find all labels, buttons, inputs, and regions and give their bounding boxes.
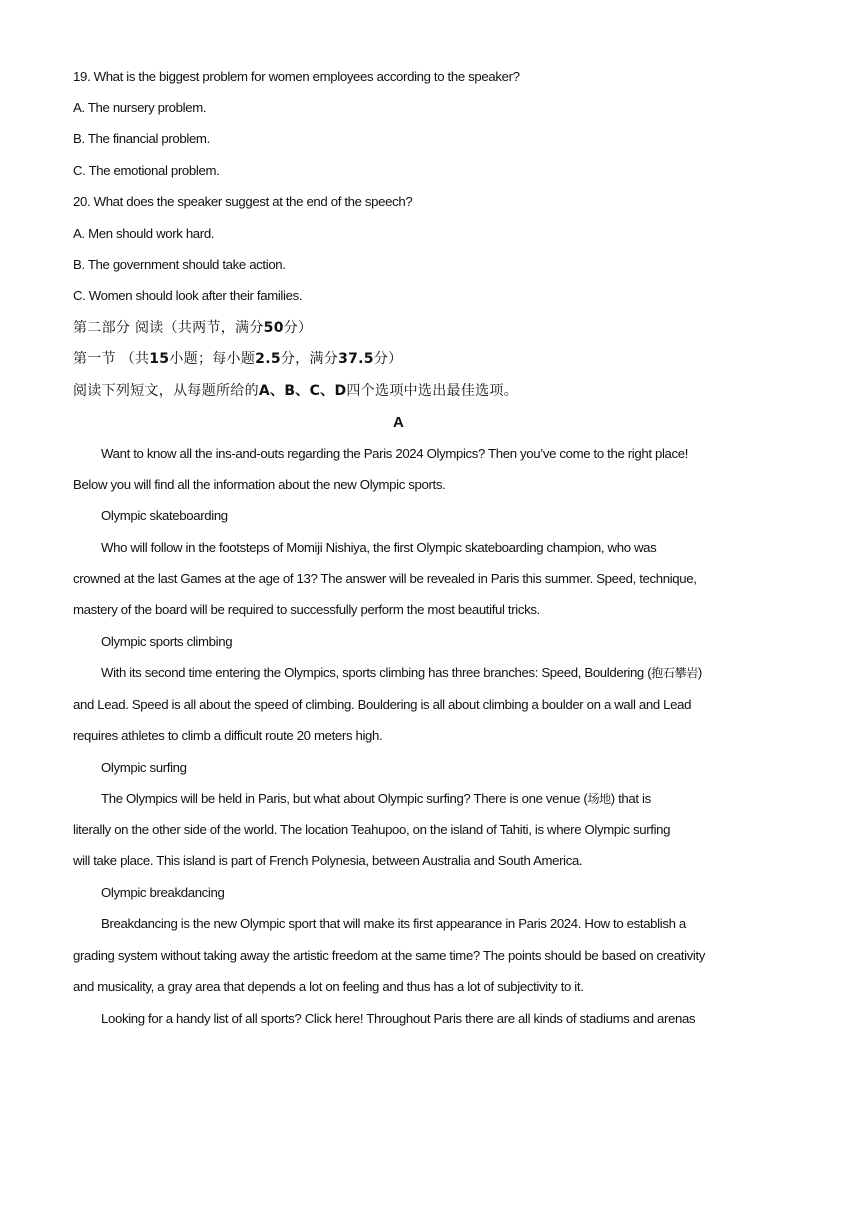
q20-option-a: A. Men should work hard. [73,226,215,241]
q19-option-c: C. The emotional problem. [73,163,220,178]
climbing-line-3: requires athletes to climb a difficult route 20 meters high. [73,728,383,743]
question-20: 20. What does the speaker suggest at the end of the speech? [73,194,413,209]
surfing-line-3: will take place. This island is part of French Polynesia, between Australia and South America. [73,853,583,868]
intro-line-2: Below you will find all the information about the new Olympic sports. [73,477,446,492]
skateboarding-line-3: mastery of the board will be required to successfully perform the most beautiful tricks. [73,602,540,617]
breakdancing-line-1: Breakdancing is the new Olympic sport that will make its first appearance in Paris 2024. How to establish a [101,916,686,931]
part-two-heading: 第二部分 阅读（共两节，满分50分） [73,320,313,336]
climbing-line-2: and Lead. Speed is all about the speed of climbing. Bouldering is all about climbing a boulder on a wall and Lead [73,697,692,712]
q19-option-a: A. The nursery problem. [73,100,207,115]
breakdancing-line-2: grading system without taking away the artistic freedom at the same time? The points should be based on creativity [73,948,706,963]
intro-line-1: Want to know all the ins-and-outs regarding the Paris 2024 Olympics? Then you’ve come to the right place! [101,446,689,461]
skateboarding-line-2: crowned at the last Games at the age of 13? The answer will be revealed in Paris this summer. Speed, technique, [73,571,697,586]
climbing-title: Olympic sports climbing [101,634,233,649]
closing-line-1: Looking for a handy list of all sports? Click here! Throughout Paris there are all kinds of stadiums and arenas [101,1011,696,1026]
q20-option-c: C. Women should look after their families. [73,288,303,303]
skateboarding-title: Olympic skateboarding [101,508,228,523]
breakdancing-line-3: and musicality, a gray area that depends a lot on feeling and thus has a lot of subjectivity to it. [73,979,584,994]
surfing-line-2: literally on the other side of the world. The location Teahupoo, on the island of Tahiti, is where Olympic surfing [73,822,671,837]
passage-label: A [393,414,404,431]
q19-option-b: B. The financial problem. [73,131,210,146]
section-one-heading: 第一节 （共15小题；每小题2.5分，满分37.5分） [73,351,403,367]
question-19: 19. What is the biggest problem for women employees according to the speaker? [73,69,520,84]
breakdancing-title: Olympic breakdancing [101,885,225,900]
surfing-title: Olympic surfing [101,760,187,775]
reading-instruction: 阅读下列短文，从每题所给的A、B、C、D四个选项中选出最佳选项。 [73,383,519,399]
climbing-line-1: With its second time entering the Olympics, sports climbing has three branches: Speed, Bouldering (抱石攀岩) [101,665,702,680]
skateboarding-line-1: Who will follow in the footsteps of Momiji Nishiya, the first Olympic skateboarding champion, who was [101,540,657,555]
surfing-line-1: The Olympics will be held in Paris, but what about Olympic surfing? There is one venue (场地) that is [101,791,651,806]
q20-option-b: B. The government should take action. [73,257,286,272]
